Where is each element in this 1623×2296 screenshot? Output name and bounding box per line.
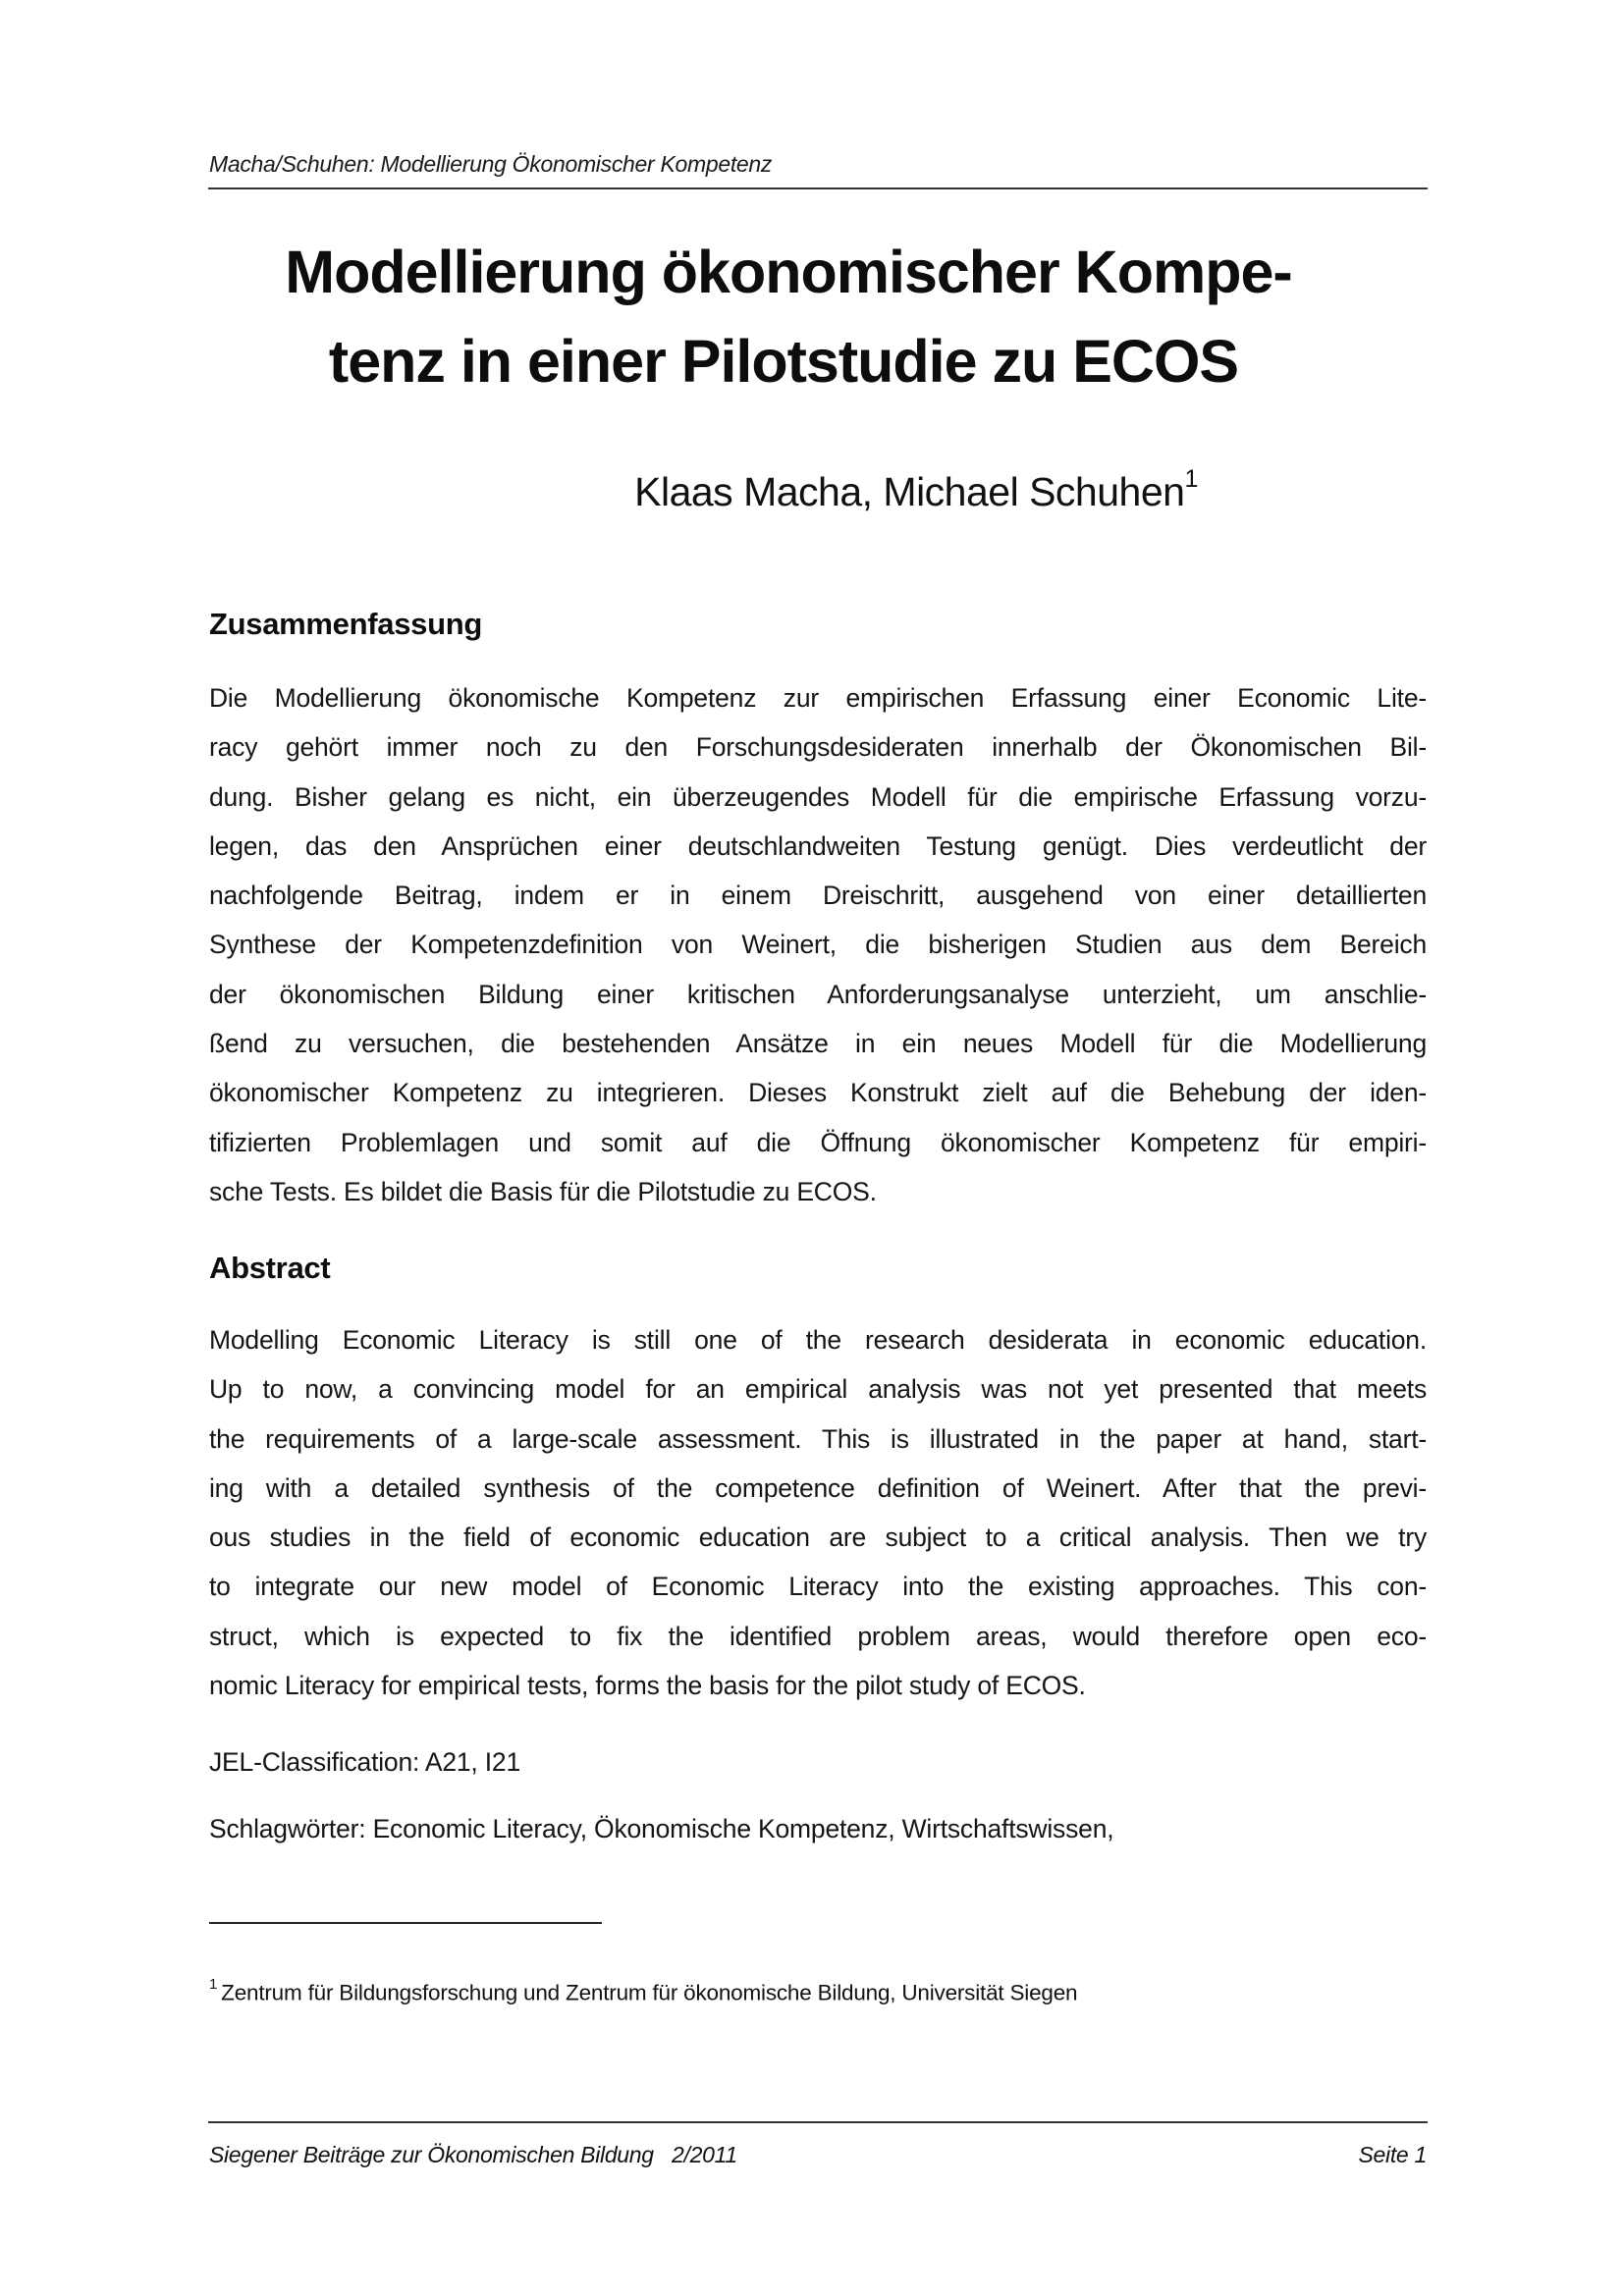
body-line: to integrate our new model of Economic Literacy into the existing approaches. This con-: [209, 1572, 1427, 1602]
footnote-separator: [209, 1922, 602, 1924]
body-line: Die Modellierung ökonomische Kompetenz zur empirischen Erfassung einer Economic Lite-: [209, 683, 1427, 713]
body-line: legen, das den Ansprüchen einer deutschlandweiten Testung genügt. Dies verdeutlicht der: [209, 830, 1427, 861]
body-line: nomic Literacy for empirical tests, forms the basis for the pilot study of ECOS.: [209, 1671, 1086, 1701]
body-line: tifizierten Problemlagen und somit auf die Öffnung ökonomischer Kompetenz für empiri-: [209, 1127, 1427, 1157]
footnote-mark: 1: [209, 1976, 218, 1993]
footer-page-number: Seite 1: [1358, 2142, 1427, 2167]
keywords: Schlagwörter: Economic Literacy, Ökonomische Kompetenz, Wirtschaftswissen,: [209, 1814, 1114, 1843]
body-line: ing with a detailed synthesis of the competence definition of Weinert. After that the previ-: [209, 1472, 1427, 1503]
title-line: Modellierung ökonomischer Kompe-: [285, 239, 1292, 305]
body-line: der ökonomischen Bildung einer kritischen Anforderungsanalyse unterzieht, um anschlie-: [209, 979, 1427, 1009]
footer-journal: Siegener Beiträge zur Ökonomischen Bildung 2/2011: [209, 2142, 737, 2167]
abstract-heading: Abstract: [209, 1251, 331, 1285]
footnote: [209, 1976, 1078, 2006]
body-line: Synthese der Kompetenzdefinition von Weinert, die bisherigen Studien aus dem Bereich: [209, 930, 1427, 960]
body-line: nachfolgende Beitrag, indem er in einem Dreischritt, ausgehend von einer detaillierten: [209, 881, 1427, 911]
authors: [208, 465, 1428, 515]
header-rule: [208, 187, 1428, 189]
paper-title: [208, 228, 1428, 406]
body-line: ous studies in the field of economic education are subject to a critical analysis. Then we try: [209, 1522, 1427, 1553]
body-line: sche Tests. Es bildet die Basis für die Pilotstudie zu ECOS.: [209, 1176, 877, 1206]
body-line: ökonomischer Kompetenz zu integrieren. Dieses Konstrukt zielt auf die Behebung der iden-: [209, 1078, 1427, 1108]
abstract-body: [209, 1315, 1427, 1710]
author-names: Klaas Macha, Michael Schuhen: [634, 469, 1185, 514]
body-line: struct, which is expected to fix the identified problem areas, would therefore open eco-: [209, 1621, 1427, 1651]
jel-classification: JEL-Classification: A21, I21: [209, 1747, 520, 1777]
body-line: the requirements of a large-scale assessment. This is illustrated in the paper at hand, start-: [209, 1423, 1427, 1454]
author-footnote-mark: 1: [1184, 465, 1198, 494]
zusammenfassung-heading: Zusammenfassung: [209, 607, 483, 641]
body-line: Up to now, a convincing model for an empirical analysis was not yet presented that meets: [209, 1374, 1427, 1405]
footnote-text: Zentrum für Bildungsforschung und Zentrum für ökonomische Bildung, Universität Siegen: [221, 1980, 1078, 2005]
running-header: Macha/Schuhen: Modellierung Ökonomischer Kompetenz: [209, 151, 773, 177]
body-line: Modelling Economic Literacy is still one of the research desiderata in economic education.: [209, 1325, 1427, 1355]
title-line: tenz in einer Pilotstudie zu ECOS: [328, 328, 1239, 395]
zusammenfassung-body: [209, 673, 1427, 1216]
body-line: dung. Bisher gelang es nicht, ein überzeugendes Modell für die empirische Erfassung vorzu-: [209, 781, 1427, 812]
footer-rule: [208, 2121, 1428, 2123]
body-line: ßend zu versuchen, die bestehenden Ansätze in ein neues Modell für die Modellierung: [209, 1029, 1427, 1059]
body-line: racy gehört immer noch zu den Forschungsdesideraten innerhalb der Ökonomischen Bil-: [209, 732, 1427, 763]
